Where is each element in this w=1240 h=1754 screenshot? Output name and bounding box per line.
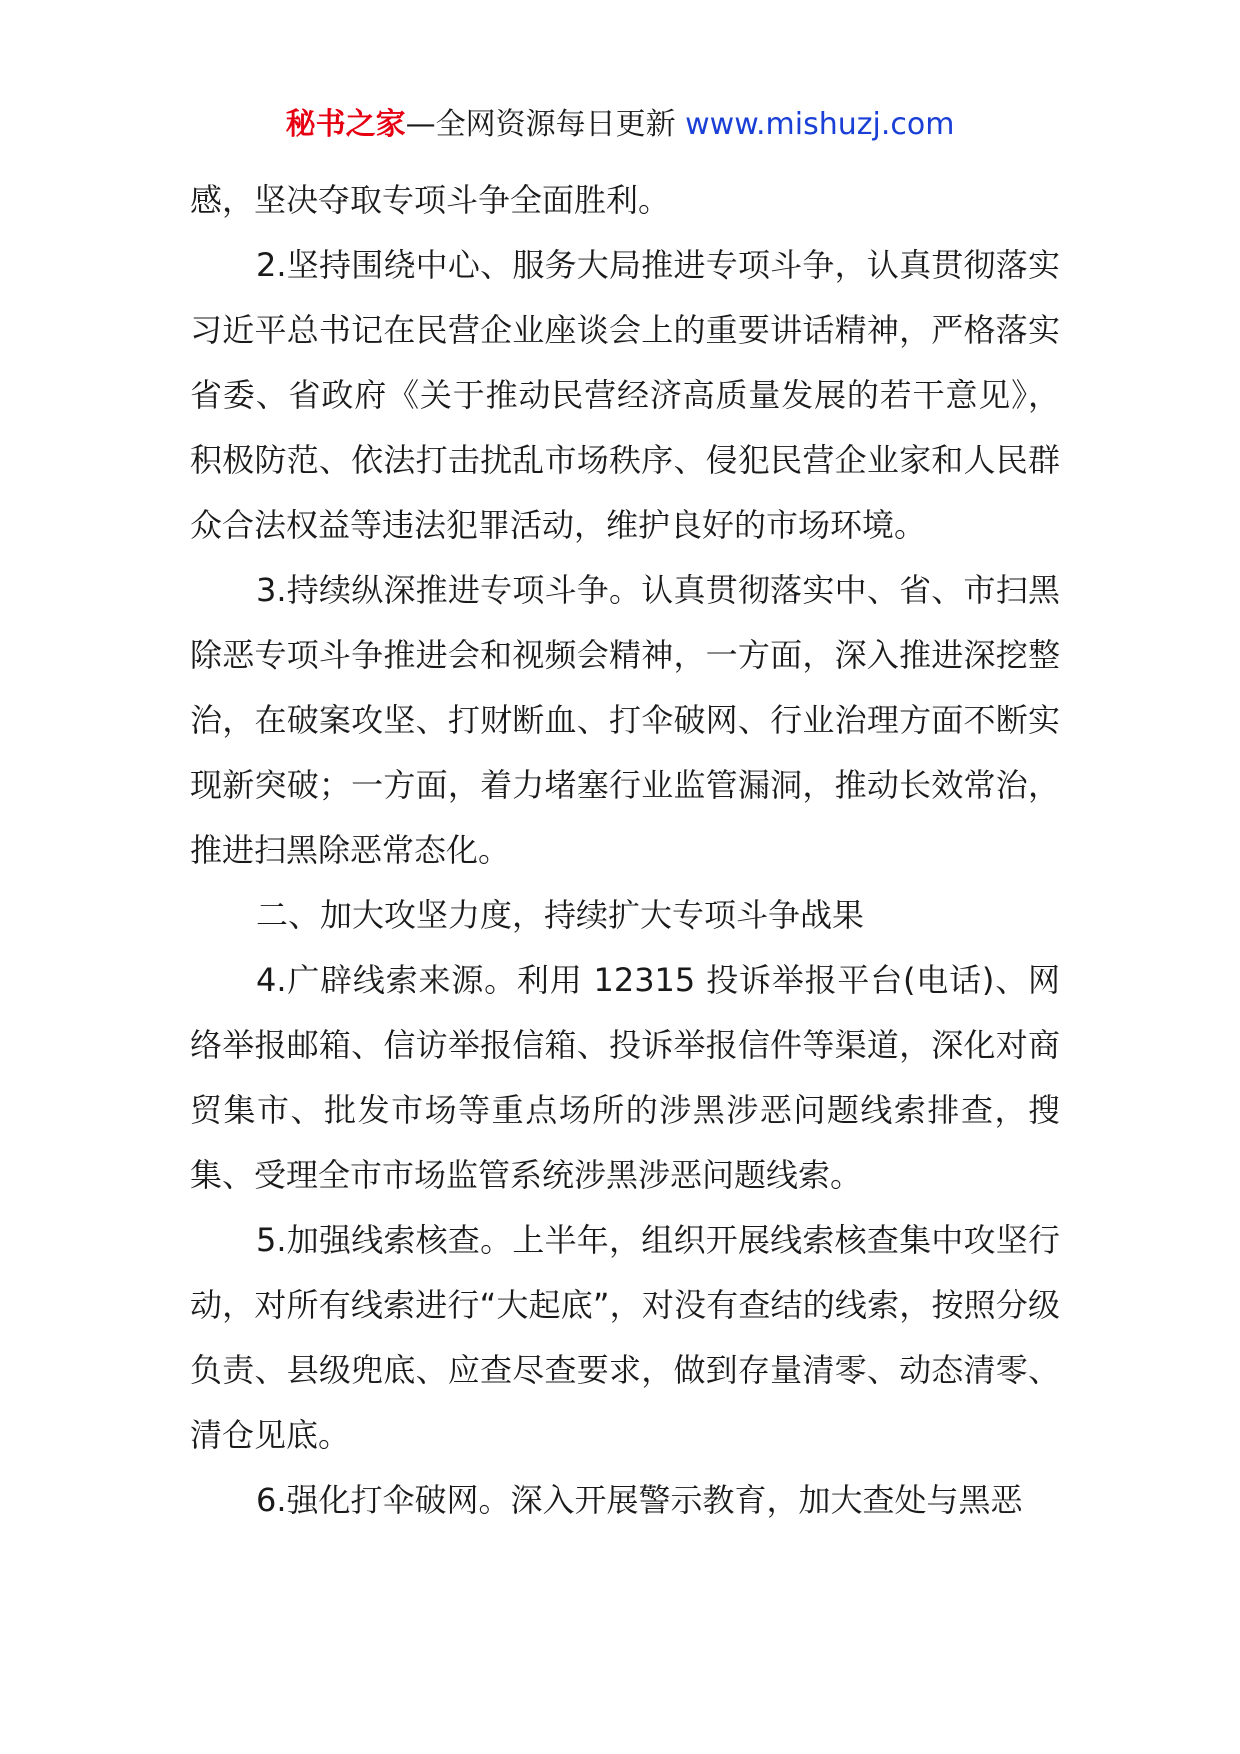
brand-name: 秘书之家 (285, 107, 406, 142)
paragraph-item-6: 6.强化打伞破网。深入开展警示教育，加大查处与黑恶 (256, 1481, 1023, 1519)
paragraph-item-3: 3.持续纵深推进专项斗争。认真贯彻落实中、省、市扫黑除恶专项斗争推进会和视频会精神，一方面，深入推进深挖整治，在破案攻坚、打财断血、打伞破网、行业治理方面不断实现新突破；一方面，着力堵塞行业监管漏洞，推动长效常治，推进扫黑除恶常态化。 (190, 571, 1060, 869)
document-body (190, 168, 1060, 1533)
website-link[interactable]: www.mishuzj.com (685, 107, 955, 142)
paragraph-continuation: 感，坚决夺取专项斗争全面胜利。 (190, 181, 671, 219)
paragraph-item-4: 4.广辟线索来源。利用 12315 投诉举报平台(电话)、网络举报邮箱、信访举报信箱、投诉举报信件等渠道，深化对商贸集市、批发市场等重点场所的涉黑涉恶问题线索排查，搜集、受理全市市场监管系统涉黑涉恶问题线索。 (190, 961, 1060, 1194)
header-tagline: —全网资源每日更新 (405, 107, 676, 142)
page-header (0, 104, 1240, 146)
paragraph-item-5: 5.加强线索核查。上半年，组织开展线索核查集中攻坚行动，对所有线索进行“大起底”，对没有查结的线索，按照分级负责、县级兜底、应查尽查要求，做到存量清零、动态清零、清仓见底。 (190, 1221, 1060, 1454)
section-heading: 二、加大攻坚力度，持续扩大专项斗争战果 (256, 896, 865, 934)
paragraph-item-2: 2.坚持围绕中心、服务大局推进专项斗争，认真贯彻落实习近平总书记在民营企业座谈会上的重要讲话精神，严格落实省委、省政府《关于推动民营经济高质量发展的若干意见》，积极防范、依法打击扰乱市场秩序、侵犯民营企业家和人民群众合法权益等违法犯罪活动，维护良好的市场环境。 (190, 246, 1060, 544)
